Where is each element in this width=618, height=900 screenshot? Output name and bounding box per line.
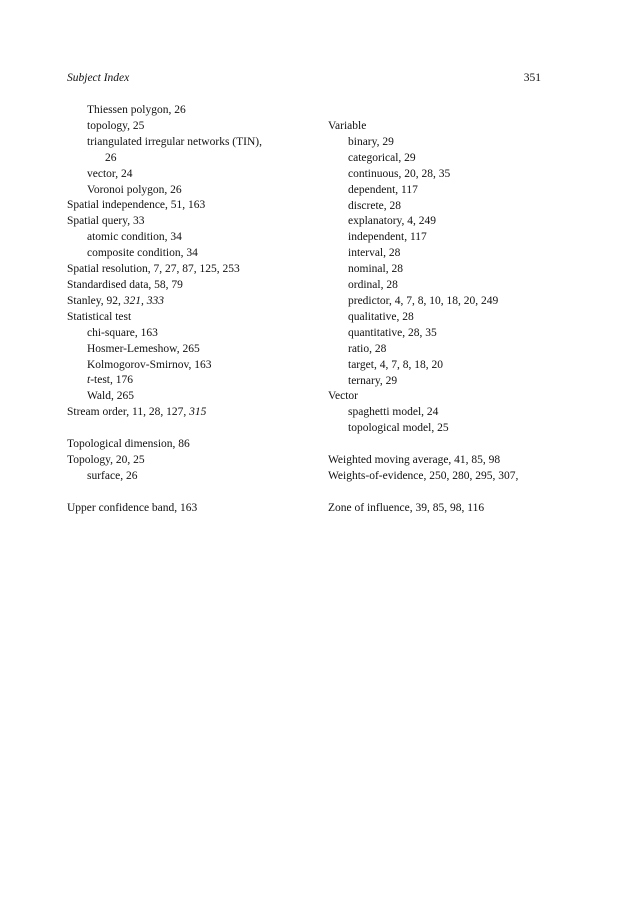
entry-text: Spatial independence, 51, 163 (67, 199, 206, 212)
index-subentry (328, 342, 518, 358)
entry-text: Vector (328, 390, 359, 403)
entry-text: Standardised data, 58, 79 (67, 278, 183, 291)
entry-italic-pages: 315 (189, 406, 207, 419)
index-subentry (67, 167, 262, 183)
entry-text: continuous, 20, 28, 35 (348, 167, 451, 180)
entry-text: chi-square, 163 (87, 326, 158, 339)
index-subentry (67, 151, 262, 167)
index-subentry (328, 358, 518, 374)
index-gap (328, 437, 518, 453)
entry-text: independent, 117 (348, 231, 427, 244)
index-subentry (67, 358, 262, 374)
index-entry (328, 389, 518, 405)
entry-italic-pages: 321, 333 (123, 294, 164, 307)
index-subentry (67, 103, 262, 119)
entry-text: Wald, 265 (87, 390, 134, 403)
entry-text: predictor, 4, 7, 8, 10, 18, 20, 249 (348, 294, 499, 307)
entry-text: nominal, 28 (348, 263, 403, 276)
index-entry (67, 278, 262, 294)
entry-text: Thiessen polygon, 26 (87, 104, 186, 116)
entry-text: -test, 176 (90, 374, 134, 387)
index-subentry (328, 183, 518, 199)
index-subentry (67, 135, 262, 151)
index-entry (67, 294, 262, 310)
entry-text: Spatial query, 33 (67, 215, 145, 228)
entry-text: Statistical test (67, 310, 132, 323)
entry-text: topology, 25 (87, 119, 145, 132)
index-subentry (67, 230, 262, 246)
entry-text: 26 (105, 151, 117, 164)
entry-text: Spatial resolution, 7, 27, 87, 125, 253 (67, 263, 240, 276)
index-entry (328, 119, 518, 135)
entry-text: interval, 28 (348, 247, 401, 260)
index-entry (67, 262, 262, 278)
index-subentry (67, 373, 262, 389)
index-subentry (328, 294, 518, 310)
entry-text: target, 4, 7, 8, 18, 20 (348, 358, 443, 371)
entry-text: Topological dimension, 86 (67, 438, 190, 451)
index-subentry (67, 246, 262, 262)
index-column-right (328, 119, 518, 517)
entry-text: categorical, 29 (348, 151, 416, 164)
index-subentry (328, 374, 518, 390)
index-entry (67, 501, 262, 517)
entry-text: discrete, 28 (348, 199, 402, 212)
index-subentry (328, 199, 518, 215)
entry-text: ratio, 28 (348, 342, 387, 355)
index-entry (67, 405, 262, 421)
entry-text: quantitative, 28, 35 (348, 326, 437, 339)
entry-text: atomic condition, 34 (87, 231, 182, 244)
entry-text: spaghetti model, 24 (348, 406, 439, 419)
index-subentry (328, 151, 518, 167)
index-entry (328, 469, 518, 485)
index-subentry (328, 421, 518, 437)
index-gap (67, 421, 262, 437)
entry-text: Voronoi polygon, 26 (87, 183, 182, 196)
entry-text: Stream order, 11, 28, 127, (67, 406, 190, 419)
entry-text: topological model, 25 (348, 422, 449, 435)
page-number: 351 (523, 72, 541, 84)
index-column-left (67, 103, 262, 517)
index-entry (67, 198, 262, 214)
index-subentry (328, 135, 518, 151)
index-subentry (67, 183, 262, 199)
index-subentry (328, 326, 518, 342)
index-subentry (328, 405, 518, 421)
entry-text: Stanley, 92, (67, 294, 124, 307)
index-entry (67, 214, 262, 230)
running-title: Subject Index (67, 72, 130, 84)
entry-text: Zone of influence, 39, 85, 98, 116 (328, 501, 485, 514)
index-entry (328, 453, 518, 469)
index-subentry (67, 389, 262, 405)
index-gap (67, 485, 262, 501)
entry-text: surface, 26 (87, 469, 138, 482)
entry-text: Upper confidence band, 163 (67, 501, 198, 514)
entry-text: ternary, 29 (348, 374, 398, 387)
entry-text: dependent, 117 (348, 183, 418, 196)
entry-text: qualitative, 28 (348, 310, 414, 323)
entry-text: Topology, 20, 25 (67, 453, 145, 466)
index-gap (328, 485, 518, 501)
index-subentry (67, 119, 262, 135)
index-subentry (67, 326, 262, 342)
index-entry (67, 310, 262, 326)
index-entry (67, 453, 262, 469)
entry-text: Weighted moving average, 41, 85, 98 (328, 454, 501, 467)
entry-text: Weights-of-evidence, 250, 280, 295, 307, (328, 469, 519, 482)
entry-italic-prefix: t (87, 374, 91, 387)
entry-text: explanatory, 4, 249 (348, 215, 437, 228)
index-subentry (328, 214, 518, 230)
entry-text: Kolmogorov-Smirnov, 163 (87, 358, 212, 371)
entry-text: vector, 24 (87, 167, 133, 180)
index-subentry (328, 246, 518, 262)
entry-text: binary, 29 (348, 135, 394, 148)
index-subentry (328, 310, 518, 326)
index-subentry (328, 278, 518, 294)
entry-text: triangulated irregular networks (TIN), (87, 135, 262, 148)
entry-text: Hosmer-Lemeshow, 265 (87, 342, 200, 355)
index-entry (328, 501, 518, 517)
index-subentry (328, 230, 518, 246)
index-subentry (67, 342, 262, 358)
index-subentry (328, 167, 518, 183)
entry-text: Variable (328, 120, 367, 132)
index-subentry (67, 469, 262, 485)
entry-text: ordinal, 28 (348, 279, 398, 292)
entry-text: composite condition, 34 (87, 247, 198, 260)
index-subentry (328, 262, 518, 278)
index-entry (67, 437, 262, 453)
